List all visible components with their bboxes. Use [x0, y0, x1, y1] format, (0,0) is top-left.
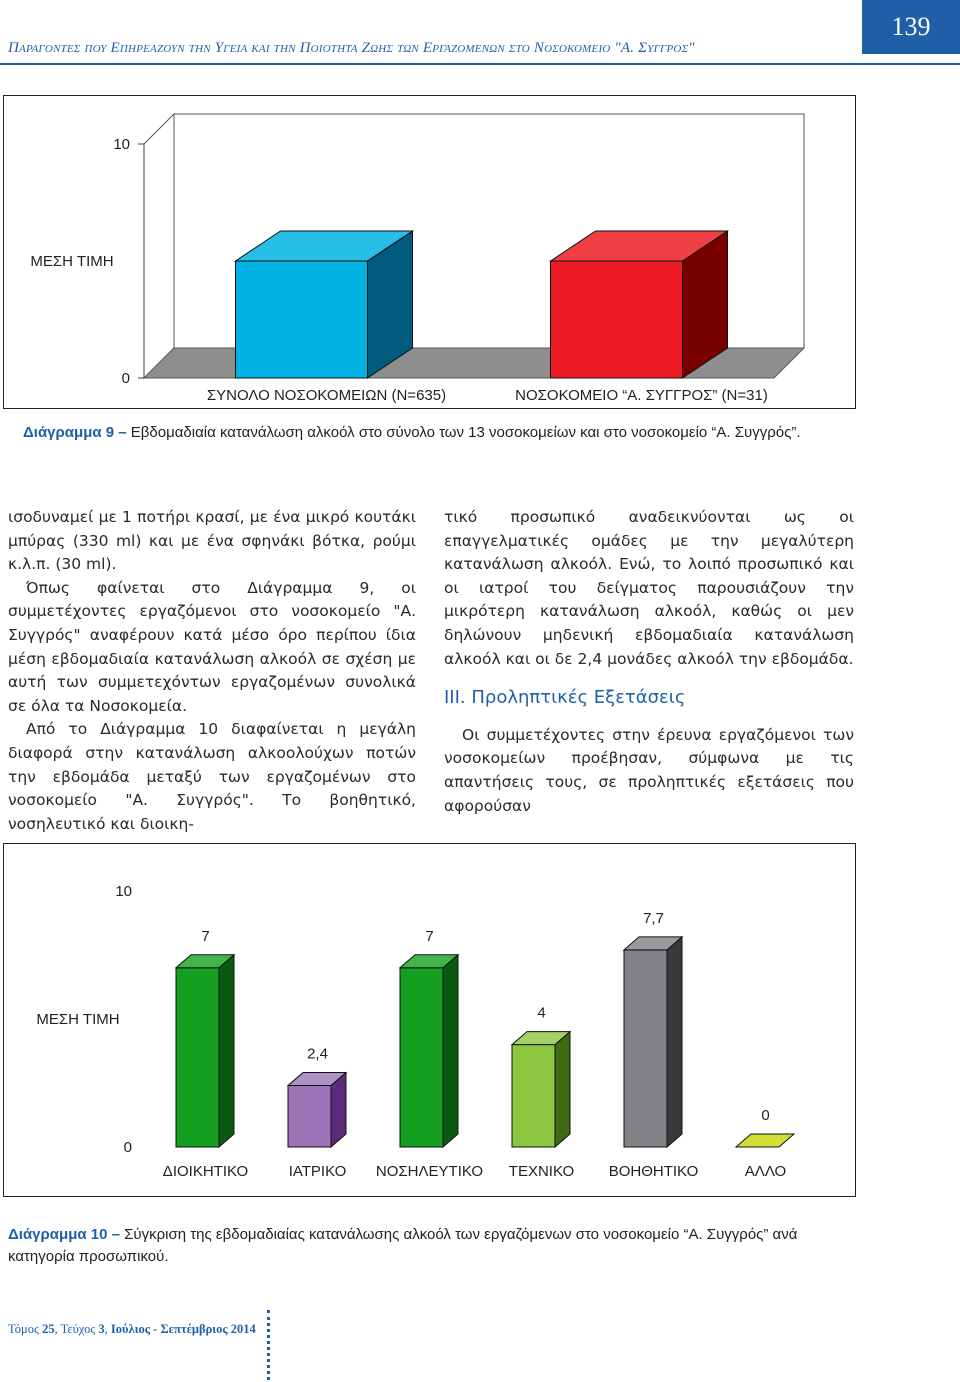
data-label: 4: [537, 1004, 546, 1022]
footer-dotted-rule: [267, 1310, 270, 1380]
data-label: 2,4: [307, 1045, 328, 1063]
bar: [288, 1086, 331, 1147]
bar: [236, 261, 368, 378]
left-wall: [144, 114, 174, 378]
footer: Τόμος 25, Τεύχος 3, Ιούλιος - Σεπτέμβριος 2014: [8, 1322, 256, 1336]
page-number: 139: [862, 0, 960, 54]
data-label: 7,7: [643, 909, 664, 927]
body-paragraph: ισοδυναμεί με 1 ποτήρι κρασί, με ένα μικρό κουτάκι μπύρας (330 ml) και με ένα σφηνάκι βότκα, ρούμι κ.λ.π. (30 ml).: [8, 508, 416, 574]
x-tick-label: ΑΛΛΟ: [744, 1163, 787, 1180]
data-label: 0: [761, 1107, 770, 1124]
footer-volume-label: Τόμος: [8, 1322, 39, 1336]
caption-fig9: [23, 422, 853, 444]
x-tick-label: ΒΟΗΘΗΤΙΚΟ: [608, 1163, 699, 1180]
y-axis-label: ΜΕΣΗ ΤΙΜΗ: [36, 1011, 120, 1028]
caption-fig10: [8, 1224, 854, 1268]
bar-side: [443, 955, 458, 1147]
y-tick-label: 10: [115, 883, 132, 900]
body-paragraph: Από το Διάγραμμα 10 διαφαίνεται η μεγάλη διαφορά στην κατανάλωση αλκοολούχων ποτών την εβδομάδα μεταξύ των εργαζομένων στο νοσοκομείο "Α. Συγγρός". Το βοηθητικό, νοσηλευτικό και διοικη-: [8, 720, 416, 833]
bar: [400, 968, 443, 1147]
bar-side: [555, 1032, 570, 1147]
bar: [176, 968, 219, 1147]
caption-fig9-label: Διάγραμμα 9: [23, 424, 115, 441]
caption-fig10-text: Σύγκριση της εβδομαδιαίας κατανάλωσης αλκοόλ των εργαζόμενων στο νοσοκομείο “Α. Συγγρός” ανά κατηγορία προσωπικού.: [8, 1226, 798, 1265]
x-tick-label: ΙΑΤΡΙΚΟ: [288, 1163, 347, 1180]
x-tick-label: ΔΙΟΙΚΗΤΙΚΟ: [162, 1163, 249, 1180]
section-heading: ΙΙΙ. Προληπτικές Εξετάσεις: [444, 687, 686, 709]
bar: [512, 1045, 555, 1147]
footer-volume: 25: [42, 1322, 55, 1336]
body-right-column: [444, 506, 854, 818]
header-rule: [0, 63, 960, 65]
data-label: 7: [425, 927, 434, 945]
y-axis-label: ΜΕΣΗ ΤΙΜΗ: [30, 253, 114, 270]
caption-fig10-label: Διάγραμμα 10: [8, 1226, 108, 1243]
body-left-column: [8, 506, 416, 836]
chart-9-frame: [3, 95, 856, 409]
x-tick-label: ΤΕΧΝΙΚΟ: [508, 1163, 575, 1180]
running-header: Παραγοντες που Επηρεαζουν την Υγεια και την Ποιοτητα Ζωης των Εργαζομενων στο Νοσοκομειο "Α. Συγγρος": [8, 40, 695, 56]
body-paragraph: Όπως φαίνεται στο Διάγραμμα 9, οι συμμετέχοντες εργαζόμενοι στο νοσοκομείο "Α. Συγγρός" αναφέρουν κατά μέσο όρο περίπου ίδια μέση εβδομαδιαία κατανάλωση αλκοόλ σε σχέση με αυτή των συμμετεχόντων εργαζομένων συνολικά σε όλα τα Νοσοκομεία.: [8, 578, 416, 715]
footer-issue-label: Τεύχος: [60, 1322, 96, 1336]
bar-side: [219, 955, 234, 1147]
x-tick-label: ΝΟΣΟΚΟΜΕΙΟ “Α. ΣΥΓΓΡΟΣ” (N=31): [515, 387, 768, 404]
y-tick-label: 10: [113, 136, 130, 153]
bar: [624, 950, 667, 1147]
body-paragraph: τικό προσωπικό αναδεικνύονται ως οι επαγγελματικές ομάδες με την μεγαλύτερη κατανάλωση αλκοόλ. Ενώ, το λοιπό προσωπικό και οι ιατροί του δείγματος παρουσιάζουν την μικρότερη κατανάλωση αλκοόλ, καθώς οι μεν δηλώνουν μηδενική εβδομαδιαία κατανάλωση αλκοόλ και οι δε 2,4 μονάδες αλκοόλ την εβδομάδα.: [444, 508, 854, 668]
body-paragraph: Οι συμμετέχοντες στην έρευνα εργαζόμενοι των νοσοκομείων προέβησαν, σύμφωνα με τις απαντήσεις τους, σε προληπτικές εξετάσεις που αφορούσαν: [444, 725, 854, 815]
x-tick-label: ΝΟΣΗΛΕΥΤΙΚΟ: [375, 1163, 484, 1180]
caption-fig10-dash: –: [111, 1226, 120, 1243]
footer-issue: 3: [98, 1322, 105, 1336]
x-tick-label: ΣΥΝΟΛΟ ΝΟΣΟΚΟΜΕΙΩΝ (N=635): [206, 387, 447, 404]
chart-10-frame: [3, 843, 856, 1197]
bar-side: [667, 937, 682, 1147]
bar-top: [736, 1134, 794, 1147]
caption-fig9-text: Εβδομαδιαία κατανάλωση αλκοόλ στο σύνολο των 13 νοσοκομείων και στο νοσοκομείο “Α. Συγγρός”.: [130, 424, 801, 441]
y-tick-label: 0: [123, 1139, 132, 1156]
chart-10: [4, 844, 855, 1196]
chart-9: [4, 96, 855, 408]
footer-period: Ιούλιος - Σεπτέμβριος 2014: [110, 1322, 256, 1336]
bar: [551, 261, 683, 378]
data-label: 7: [201, 927, 210, 945]
y-tick-label: 0: [121, 370, 130, 387]
caption-fig9-dash: –: [118, 424, 127, 441]
